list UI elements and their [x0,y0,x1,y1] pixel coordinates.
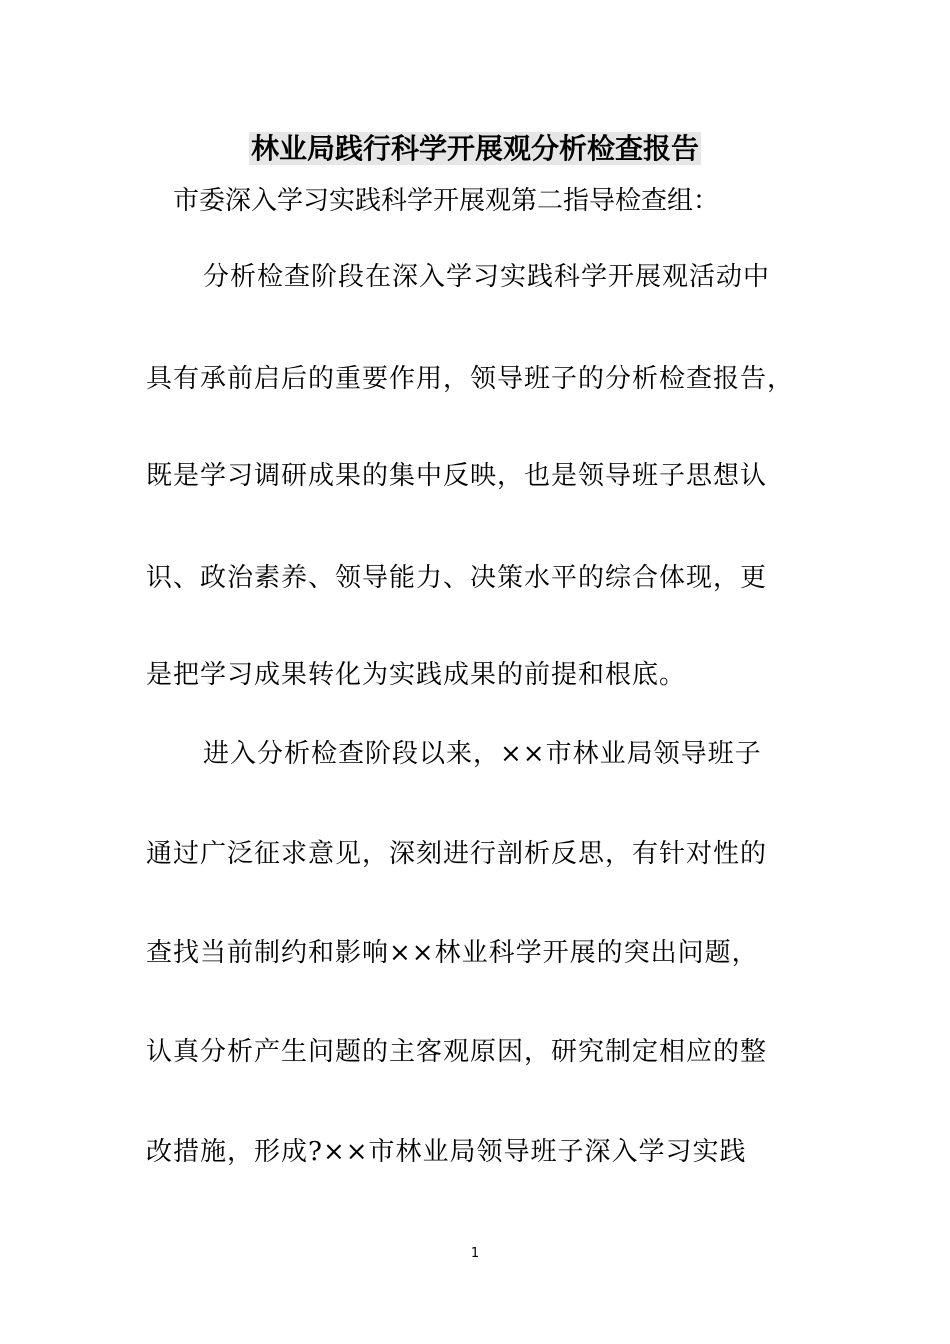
paragraph-line-7: 通过广泛征求意见，深刻进行剖析反思，有针对性的 [146,839,768,869]
paragraph-line-5: 是把学习成果转化为实践成果的前提和根底。 [146,660,687,690]
paragraph-line-3: 既是学习调研成果的集中反映，也是领导班子思想认 [146,461,768,491]
paragraph-line-2: 具有承前启后的重要作用，领导班子的分析检查报告， [146,364,795,394]
paragraph-line-10: 改措施，形成?××市林业局领导班子深入学习实践 [146,1137,747,1167]
paragraph-line-6: 进入分析检查阶段以来，××市林业局领导班子 [203,739,762,769]
paragraph-line-4: 识、政治素养、领导能力、决策水平的综合体现，更 [146,563,768,593]
salutation: 市委深入学习实践科学开展观第二指导检查组： [173,186,720,216]
paragraph-line-8: 查找当前制约和影响××林业科学开展的突出问题， [146,938,759,968]
page-number: 1 [470,1246,480,1261]
paragraph-line-9: 认真分析产生问题的主客观原因，研究制定相应的整 [146,1037,768,1067]
paragraph-line-1: 分析检查阶段在深入学习实践科学开展观活动中 [203,262,771,292]
document-title-text: 林业局践行科学开展观分析检查报告 [250,132,699,165]
document-title [0,131,950,167]
